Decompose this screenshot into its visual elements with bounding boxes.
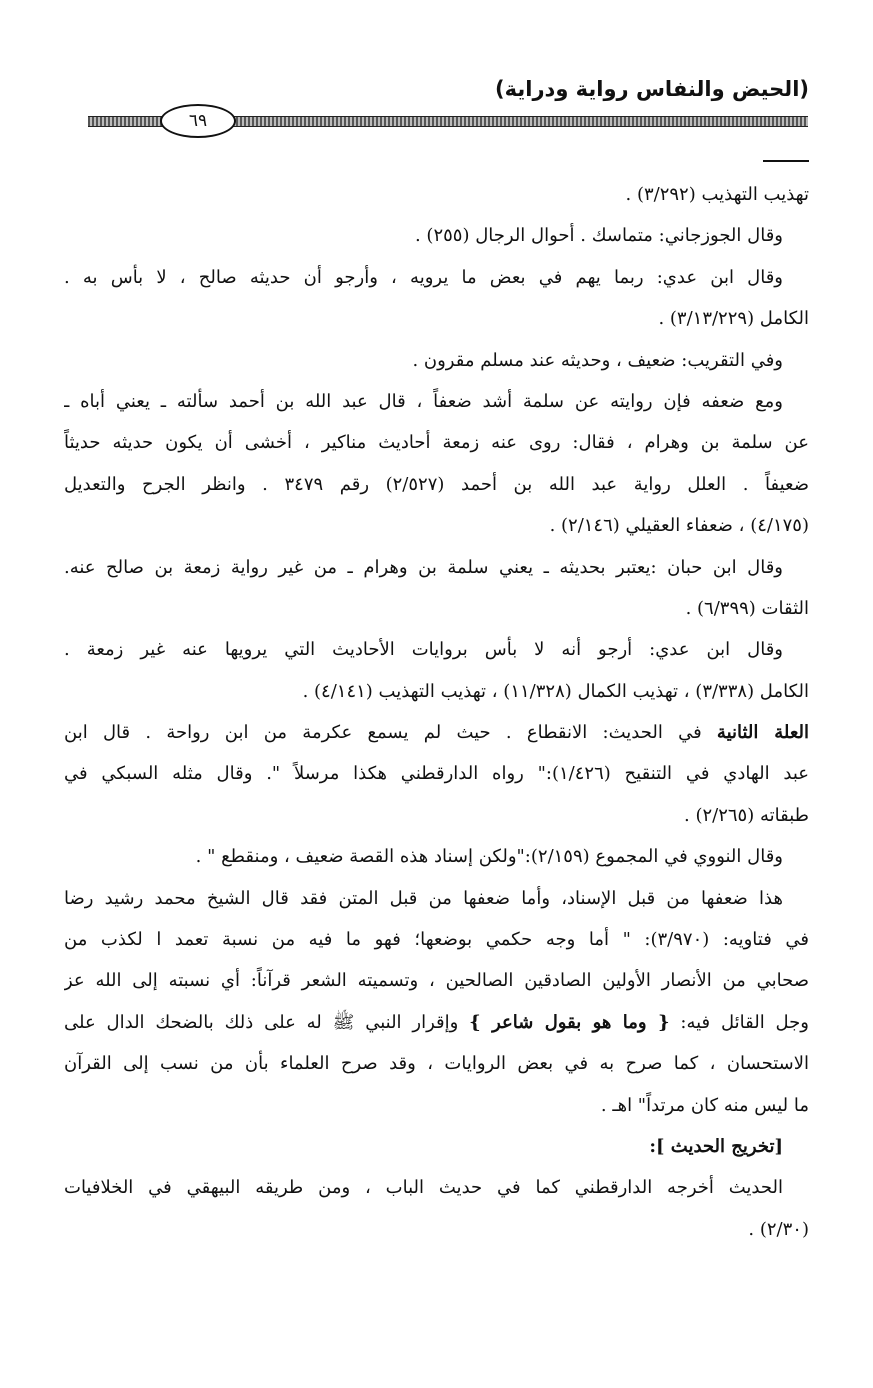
footnote-separator — [763, 160, 809, 162]
text-line: عبد الهادي في التنقيح (١/٤٢٦):" رواه الدارقطني هكذا مرسلاً ". وقال مثله السبكي في — [64, 763, 809, 785]
section-heading: العلة الثانية — [716, 722, 809, 744]
text-fragment: وجل القائل فيه: — [669, 1011, 809, 1033]
text-line: طبقاته (٢/٢٦٥) . — [684, 804, 809, 826]
text-line: تهذيب التهذيب (٣/٢٩٢) . — [625, 184, 809, 205]
text-line: الكامل (٣/١٣/٢٢٩) . — [658, 308, 809, 330]
text-line: وقال النووي في المجموع (٢/١٥٩):"ولكن إسناد هذه القصة ضعيف ، ومنقطع " . — [195, 846, 783, 868]
text-line: الكامل (٣/٣٣٨) ، تهذيب الكمال (١١/٣٢٨) ، تهذيب التهذيب (٤/١٤١) . — [302, 680, 809, 702]
text-line: (٢/٣٠) . — [748, 1218, 809, 1240]
text-line: هذا ضعفها من قبل الإسناد، وأما ضعفها من قبل المتن فقد قال الشيخ محمد رشيد رضا — [64, 887, 783, 909]
text-fragment: وإقرار النبي ﷺ له على ذلك بالضحك الدال على — [64, 1011, 470, 1033]
text-line: (٤/١٧٥) ، ضعفاء العقيلي (٢/١٤٦) . — [549, 515, 809, 537]
text-line: عن سلمة بن وهرام ، فقال: روى عنه زمعة أحاديث مناكير ، أخشى أن يكون حديثه حديثاً — [64, 432, 809, 454]
text-line — [64, 712, 809, 753]
text-line — [64, 1002, 809, 1043]
text-line: ما ليس منه كان مرتداً" اهـ . — [600, 1094, 809, 1116]
text-line: وقال ابن حبان :يعتبر بحديثه ـ يعني سلمة بن وهرام ـ من غير رواية زمعة بن صالح عنه. — [64, 556, 783, 578]
text-line: ضعيفاً . العلل رواية عبد الله بن أحمد (٢/٥٢٧) رقم ٣٤٧٩ . وانظر الجرح والتعديل — [64, 473, 809, 495]
text-line: الاستحسان ، كما صرح به في بعض الروايات ، وقد صرح العلماء بأن من نسب إلى القرآن — [64, 1053, 809, 1075]
text-line: في فتاويه: (٣/٩٧٠): " أما وجه حكمي بوضعها؛ فهو ما فيه من نسبة تعمد ا لكذب من — [64, 929, 809, 951]
quran-quote: { وما هو بقول شاعر } — [469, 1011, 670, 1033]
text-line: وفي التقريب: ضعيف ، وحديثه عند مسلم مقرون . — [412, 349, 783, 371]
text-line: وقال الجوزجاني: متماسك . أحوال الرجال (٢٥٥) . — [414, 225, 783, 247]
text-line: وقال ابن عدي: أرجو أنه لا بأس بروايات الأحاديث التي يرويها عنه غير زمعة . — [64, 639, 783, 661]
text-line: صحابي من الأنصار الأولين الصادقين الصالحين ، وتسميته الشعر قرآناً: أي نسبته إلى الله عز — [64, 970, 809, 992]
section-heading: [تخريج الحديث ]: — [649, 1135, 783, 1157]
page-body — [64, 174, 809, 1250]
running-title: (الحيض والنفاس رواية ودراية) — [495, 77, 809, 101]
text-line: وقال ابن عدي: ربما يهم في بعض ما يرويه ، وأرجو أن حديثه صالح ، لا بأس به . — [64, 266, 784, 288]
text-line: الثقات (٦/٣٩٩) . — [685, 597, 809, 619]
text-line: ومع ضعفه فإن روايته عن سلمة أشد ضعفاً ، قال عبد الله بن أحمد سألته ـ يعني أباه ـ — [64, 390, 783, 412]
text-line: الحديث أخرجه الدارقطني كما في حديث الباب ، ومن طريقه البيهقي في الخلافيات — [64, 1177, 783, 1199]
page-number: ٦٩ — [160, 104, 236, 138]
text-fragment: في الحديث: الانقطاع . حيث لم يسمع عكرمة من ابن رواحة . قال ابن — [64, 722, 717, 744]
